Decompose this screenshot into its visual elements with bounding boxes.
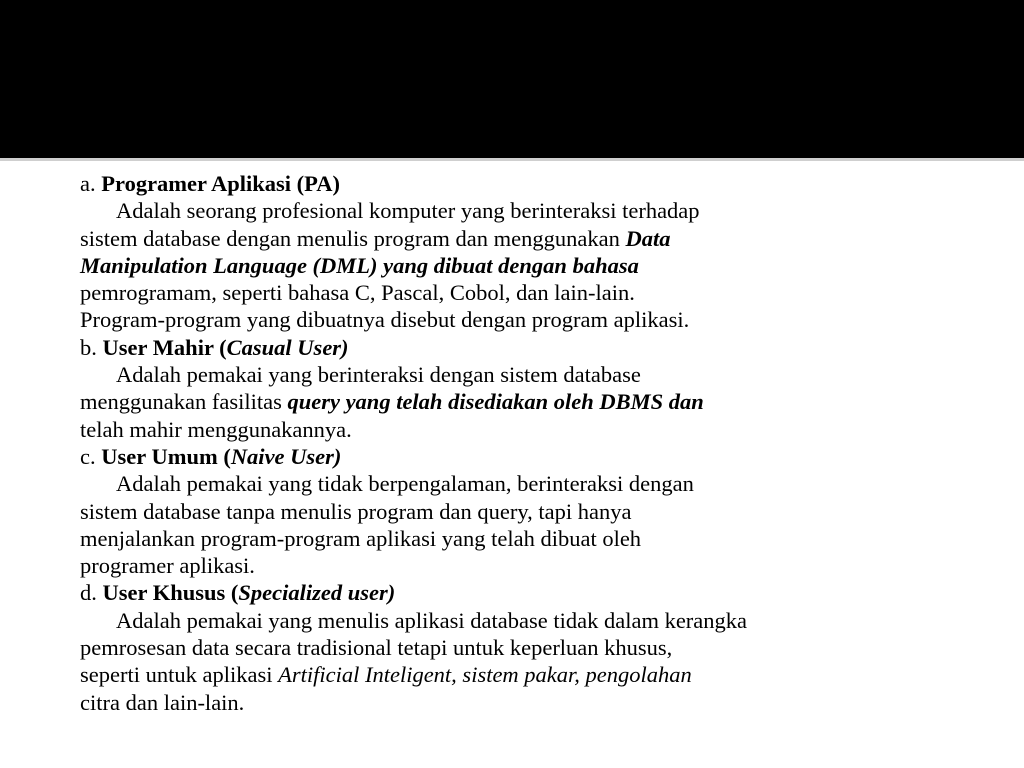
section-b-marker: b. (80, 334, 97, 360)
section-d-line: citra dan lain-lain. (80, 689, 245, 715)
section-c-heading (80, 443, 960, 470)
section-b-term: query yang telah disediakan oleh DBMS dan (287, 389, 704, 415)
section-a-term: Data (625, 225, 671, 251)
section-c-line: menjalankan program-program aplikasi yang telah dibuat oleh (80, 525, 642, 551)
section-d-title-term: Specialized user) (238, 580, 396, 606)
section-a-term-line: Manipulation Language (DML) yang dibuat dengan bahasa (80, 252, 639, 278)
section-b-line (80, 388, 960, 415)
section-c-title: User Umum ( (101, 443, 231, 469)
section-a-line-text: sistem database dengan menulis program dan menggunakan (80, 225, 626, 251)
section-a-heading (80, 170, 960, 197)
section-a-title: Programer Aplikasi (PA) (101, 171, 340, 196)
section-a-line: Program-program yang dibuatnya disebut dengan program aplikasi. (80, 307, 690, 333)
section-c-title-term: Naive User) (230, 443, 342, 469)
section-d-line (80, 661, 960, 688)
section-b-line: Adalah pemakai yang berinteraksi dengan sistem database (116, 362, 641, 388)
section-b-title: User Mahir ( (102, 334, 227, 360)
section-a-line: Adalah seorang profesional komputer yang berinteraksi terhadap (116, 198, 700, 224)
section-d-line-text: seperti untuk aplikasi (80, 662, 279, 688)
section-c-marker: c. (80, 443, 96, 469)
section-d-term: Artificial Inteligent, sistem pakar, pengolahan (278, 662, 692, 688)
slide-body (80, 170, 960, 716)
section-d-line: Adalah pemakai yang menulis aplikasi database tidak dalam kerangka (116, 607, 748, 633)
section-a-marker: a. (80, 171, 96, 196)
section-b-line: telah mahir menggunakannya. (80, 416, 352, 442)
section-b-heading (80, 334, 960, 361)
section-c-line: sistem database tanpa menulis program dan query, tapi hanya (80, 498, 632, 524)
section-b-line-text: menggunakan fasilitas (80, 389, 288, 415)
section-c-line: programer aplikasi. (80, 553, 255, 579)
section-d-marker: d. (80, 580, 97, 606)
section-d-line: pemrosesan data secara tradisional tetapi untuk keperluan khusus, (80, 635, 673, 661)
header-bar (0, 0, 1024, 158)
section-a-line: pemrogramam, seperti bahasa C, Pascal, Cobol, dan lain-lain. (80, 280, 635, 306)
section-d-heading (80, 579, 960, 606)
section-d-title: User Khusus ( (102, 580, 239, 606)
section-b-title-term: Casual User) (226, 334, 349, 360)
section-c-line: Adalah pemakai yang tidak berpengalaman, berinteraksi dengan (116, 471, 694, 497)
section-a-line (80, 225, 960, 252)
header-bar-edge (0, 158, 1024, 161)
